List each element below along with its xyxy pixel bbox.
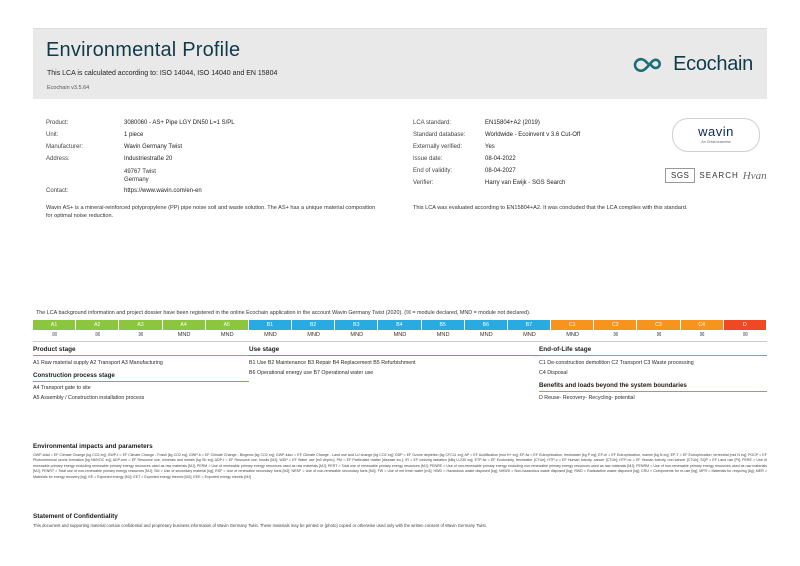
module-mark-c4: ☒	[699, 332, 705, 338]
construction-item-a4: A4 Transport gate to site	[33, 384, 91, 391]
info-key: Issue date:	[413, 156, 443, 162]
stage-title-row	[33, 346, 767, 356]
module-mark-b6: MND	[479, 332, 493, 338]
module-declaration-table	[33, 320, 767, 418]
eol-items-1: C1 De-construction demolition C2 Transport C3 Waste processing	[539, 360, 694, 366]
module-mark-c1: MND	[566, 332, 580, 338]
construction-item-a5: A5 Assembly / Construction installation process	[33, 394, 145, 401]
info-value: 08-04-2027	[485, 168, 516, 174]
use-stage-items-1: B1 Use B2 Maintenance B3 Repair B4 Replacement B5 Refurbishment	[249, 360, 416, 366]
info-value: Harry van Ewijk - SGS Search	[485, 180, 566, 186]
wavin-logo-name: wavin	[698, 124, 734, 139]
info-key: Manufacturer:	[46, 144, 84, 150]
ecochain-brand	[632, 53, 753, 76]
eol-stage-title: End-of-Life stage	[539, 346, 767, 356]
module-code-b3: B3	[335, 320, 378, 330]
info-row	[46, 188, 336, 196]
info-row	[46, 144, 336, 152]
module-code-b2: B2	[292, 320, 335, 330]
impacts-abbreviations: GWP-total = EF Climate Change [kg CO2 eq]; GWP-f = EF Climate Change - Fossil [kg CO2 eq]; GWP-b = EF Climate Change - Biogenic [kg CO2 eq]; GWP-luluc = EF Climate Change - Land use and LU change [kg CO2 eq]; ODP = EF Ozone depletion [kg CFC11 eq]; AP = EF Acidification [mol H+ eq]; EP-fw = EF Eutrophication, freshwater [kg P eq]; EP-m = EF Eutrophication, marine [kg N eq]; EP-T = EF Eutrophication, terrestrial [mol N eq]; POCP = EF Photochemical ozone formation [kg NMVOC eq]; ADP-mm = EF Resource use, minerals and metals [kg Sb eq]; ADP-f = EF Resource use, fossils [MJ]; WDP = EF Water use [m3 depriv.]; PM = EF Particulate matter [disease inc.]; IR = EF Ionising radiation [kBq U-235 eq]; ETP-fw = EF Ecotoxicity, freshwater [CTUe]; HTP-c = EF Human toxicity, cancer [CTUh]; HTP-nc = EF Human toxicity, non-cancer [CTUh]; SQP = EF Land use [Pt]; PERE = Use of renewable primary energy excluding renewable primary energy resources used as raw materials [MJ]; PERM = Use of renewable primary energy resources used as raw materials [MJ]; PERT = Total use of renewable primary energy resources [MJ]; PENRE = Use of non-renewable primary energy excluding non-renewable primary energy resources used as raw materials [MJ]; PENRM = Use of non-renewable primary energy resources used as raw materials [MJ]; PENRT = Total use of non-renewable primary energy resources [MJ]; SM = Use of secondary material [kg]; RSF = Use of renewable secondary fuels [MJ]; NRSF = Use of non-renewable secondary fuels [MJ]; FW = Use of net fresh water [m3]; HWD = Hazardous waste disposed [kg]; NHWD = Non-hazardous waste disposed [kg]; RWD = Radioactive waste disposed [kg]; CRU = Components for re-use [kg]; MFR = Materials for recycling [kg]; MER = Materials for energy recovery [kg]; EE = Exported energy [MJ]; EET = Exported energy thermic [MJ]; EEE = Exported energy electric [MJ]	[33, 453, 767, 479]
module-code-c2: C2	[594, 320, 637, 330]
info-key: Standard database:	[413, 132, 466, 138]
sgs-search-label: SEARCH	[699, 171, 739, 180]
module-code-b7: B7	[508, 320, 551, 330]
document-header	[33, 28, 767, 99]
module-mark-c3: ☒	[656, 332, 662, 338]
module-code-b6: B6	[465, 320, 508, 330]
background-info-note: The LCA background information and project dossier have been registered in the online Ecochain application in the account Wavin Germany Twist (2020). (☒ = module declared, MND = module not declared).	[36, 310, 531, 316]
eol-items-2: C4 Disposal	[539, 369, 568, 376]
product-info-block	[33, 112, 767, 222]
module-code-a2: A2	[76, 320, 119, 330]
info-value: 3080060 - AS+ Pipe LGY DN50 L=1 S/PL	[124, 120, 235, 126]
module-code-b5: B5	[422, 320, 465, 330]
module-code-a1: A1	[33, 320, 76, 330]
module-code-a5: A5	[206, 320, 249, 330]
info-row	[413, 144, 673, 152]
module-mark-c2: ☒	[613, 332, 619, 338]
infinity-icon	[632, 56, 666, 74]
info-row	[46, 156, 336, 164]
product-description: Wavin AS+ is a mineral-reinforced polypropylene (PP) pipe noise soil and waste solution. The AS+ has a unique material composition for optimal noise reduction.	[46, 205, 376, 220]
module-code-b4: B4	[378, 320, 421, 330]
module-mark-b1: MND	[264, 332, 277, 338]
module-mark-b3: MND	[350, 332, 364, 338]
info-left-column	[46, 120, 336, 200]
use-stage-items-2: B6 Operational energy use B7 Operational water use	[249, 369, 374, 376]
confidentiality-body: This document and supporting material contain confidential and proprietary business information of Wavin Germany Twist. These materials may be printed or (photo) copied or otherwise used only with the written consent of Wavin Germany Twist.	[33, 523, 487, 528]
confidentiality-title: Statement of Confidentiality	[33, 513, 118, 520]
use-stage-title: Use stage	[249, 346, 539, 356]
module-mark-b7: MND	[523, 332, 536, 338]
info-key: LCA standard:	[413, 120, 452, 126]
info-right-column	[413, 120, 673, 192]
module-code-b1: B1	[249, 320, 292, 330]
module-code-c3: C3	[637, 320, 680, 330]
module-mark-a1: ☒	[52, 332, 58, 338]
info-row	[413, 120, 673, 128]
address-line-3: Germany	[124, 177, 149, 184]
module-code-c4: C4	[681, 320, 724, 330]
info-row	[413, 132, 673, 140]
info-value: Yes	[485, 144, 495, 150]
eol-stage-column	[539, 360, 767, 405]
contact-link[interactable]: https://www.wavin.com/en-en	[124, 188, 202, 195]
info-value: Worldwide - Ecoinvent v 3.6 Cut-Off	[485, 132, 581, 138]
benefits-items: D Reuse- Recovery- Recycling- potential	[539, 394, 635, 401]
sgs-logo: SGS	[665, 168, 695, 183]
product-stage-column	[33, 360, 249, 405]
module-mark-b4: MND	[393, 332, 407, 338]
info-value: Industriestraße 20	[124, 156, 173, 162]
module-mark-b5: MND	[436, 332, 450, 338]
page-title: Environmental Profile	[46, 39, 241, 61]
header-subtitle: This LCA is calculated according to: ISO 14044, ISO 14040 and EN 15804	[47, 70, 278, 77]
info-key: Address:	[46, 156, 70, 162]
module-mark-a5: MND	[220, 332, 234, 338]
confidentiality-section	[33, 513, 767, 529]
product-stage-title: Product stage	[33, 346, 249, 356]
info-value: EN15804+A2 (2019)	[485, 120, 540, 126]
brand-name: Ecochain	[673, 53, 753, 75]
wavin-logo-tagline: An Orbia business	[701, 140, 731, 144]
module-code-row	[33, 320, 767, 330]
module-code-a4: A4	[163, 320, 206, 330]
header-version: Ecochain v3.5.64	[47, 85, 90, 91]
module-mark-a2: ☒	[95, 332, 101, 338]
construction-stage-title: Construction process stage	[33, 372, 249, 382]
info-key: Unit:	[46, 132, 59, 138]
module-mark-a3: ☒	[138, 332, 144, 338]
module-code-c1: C1	[551, 320, 594, 330]
module-mark-a4: MND	[177, 332, 191, 338]
address-line-2: 49767 Twist	[124, 169, 156, 175]
use-stage-column	[249, 360, 539, 380]
info-row	[413, 156, 673, 164]
environmental-impacts-section	[33, 443, 767, 480]
benefits-title: Benefits and loads beyond the system boundaries	[539, 382, 767, 392]
product-stage-items: A1 Raw material supply A2 Transport A3 Manufacturing	[33, 360, 163, 366]
info-key: End of validity:	[413, 168, 453, 174]
info-key: Verifier:	[413, 180, 434, 186]
info-row	[46, 120, 336, 128]
stage-contents	[33, 360, 767, 418]
module-code-d: D	[724, 320, 767, 330]
info-key: Externally verified:	[413, 144, 463, 150]
module-mark-row	[33, 330, 767, 342]
info-key: Contact:	[46, 188, 69, 195]
info-value: Wavin Germany Twist	[124, 144, 183, 150]
module-code-a3: A3	[119, 320, 162, 330]
verification-note: This LCA was evaluated according to EN15804+A2. It was concluded that the LCA complies with this standard.	[413, 205, 688, 211]
info-row	[413, 168, 673, 176]
info-row	[46, 132, 336, 140]
info-key: Product:	[46, 120, 69, 126]
wavin-logo	[672, 118, 760, 152]
impacts-title: Environmental impacts and parameters	[33, 443, 153, 450]
module-mark-b2: MND	[307, 332, 320, 338]
verifier-signature: Hvan	[742, 169, 767, 182]
info-value: 1 piece	[124, 132, 144, 138]
sgs-verification-logo	[665, 168, 767, 183]
info-value: 08-04-2022	[485, 156, 516, 162]
module-mark-d: ☒	[742, 332, 748, 338]
info-row	[413, 180, 673, 188]
